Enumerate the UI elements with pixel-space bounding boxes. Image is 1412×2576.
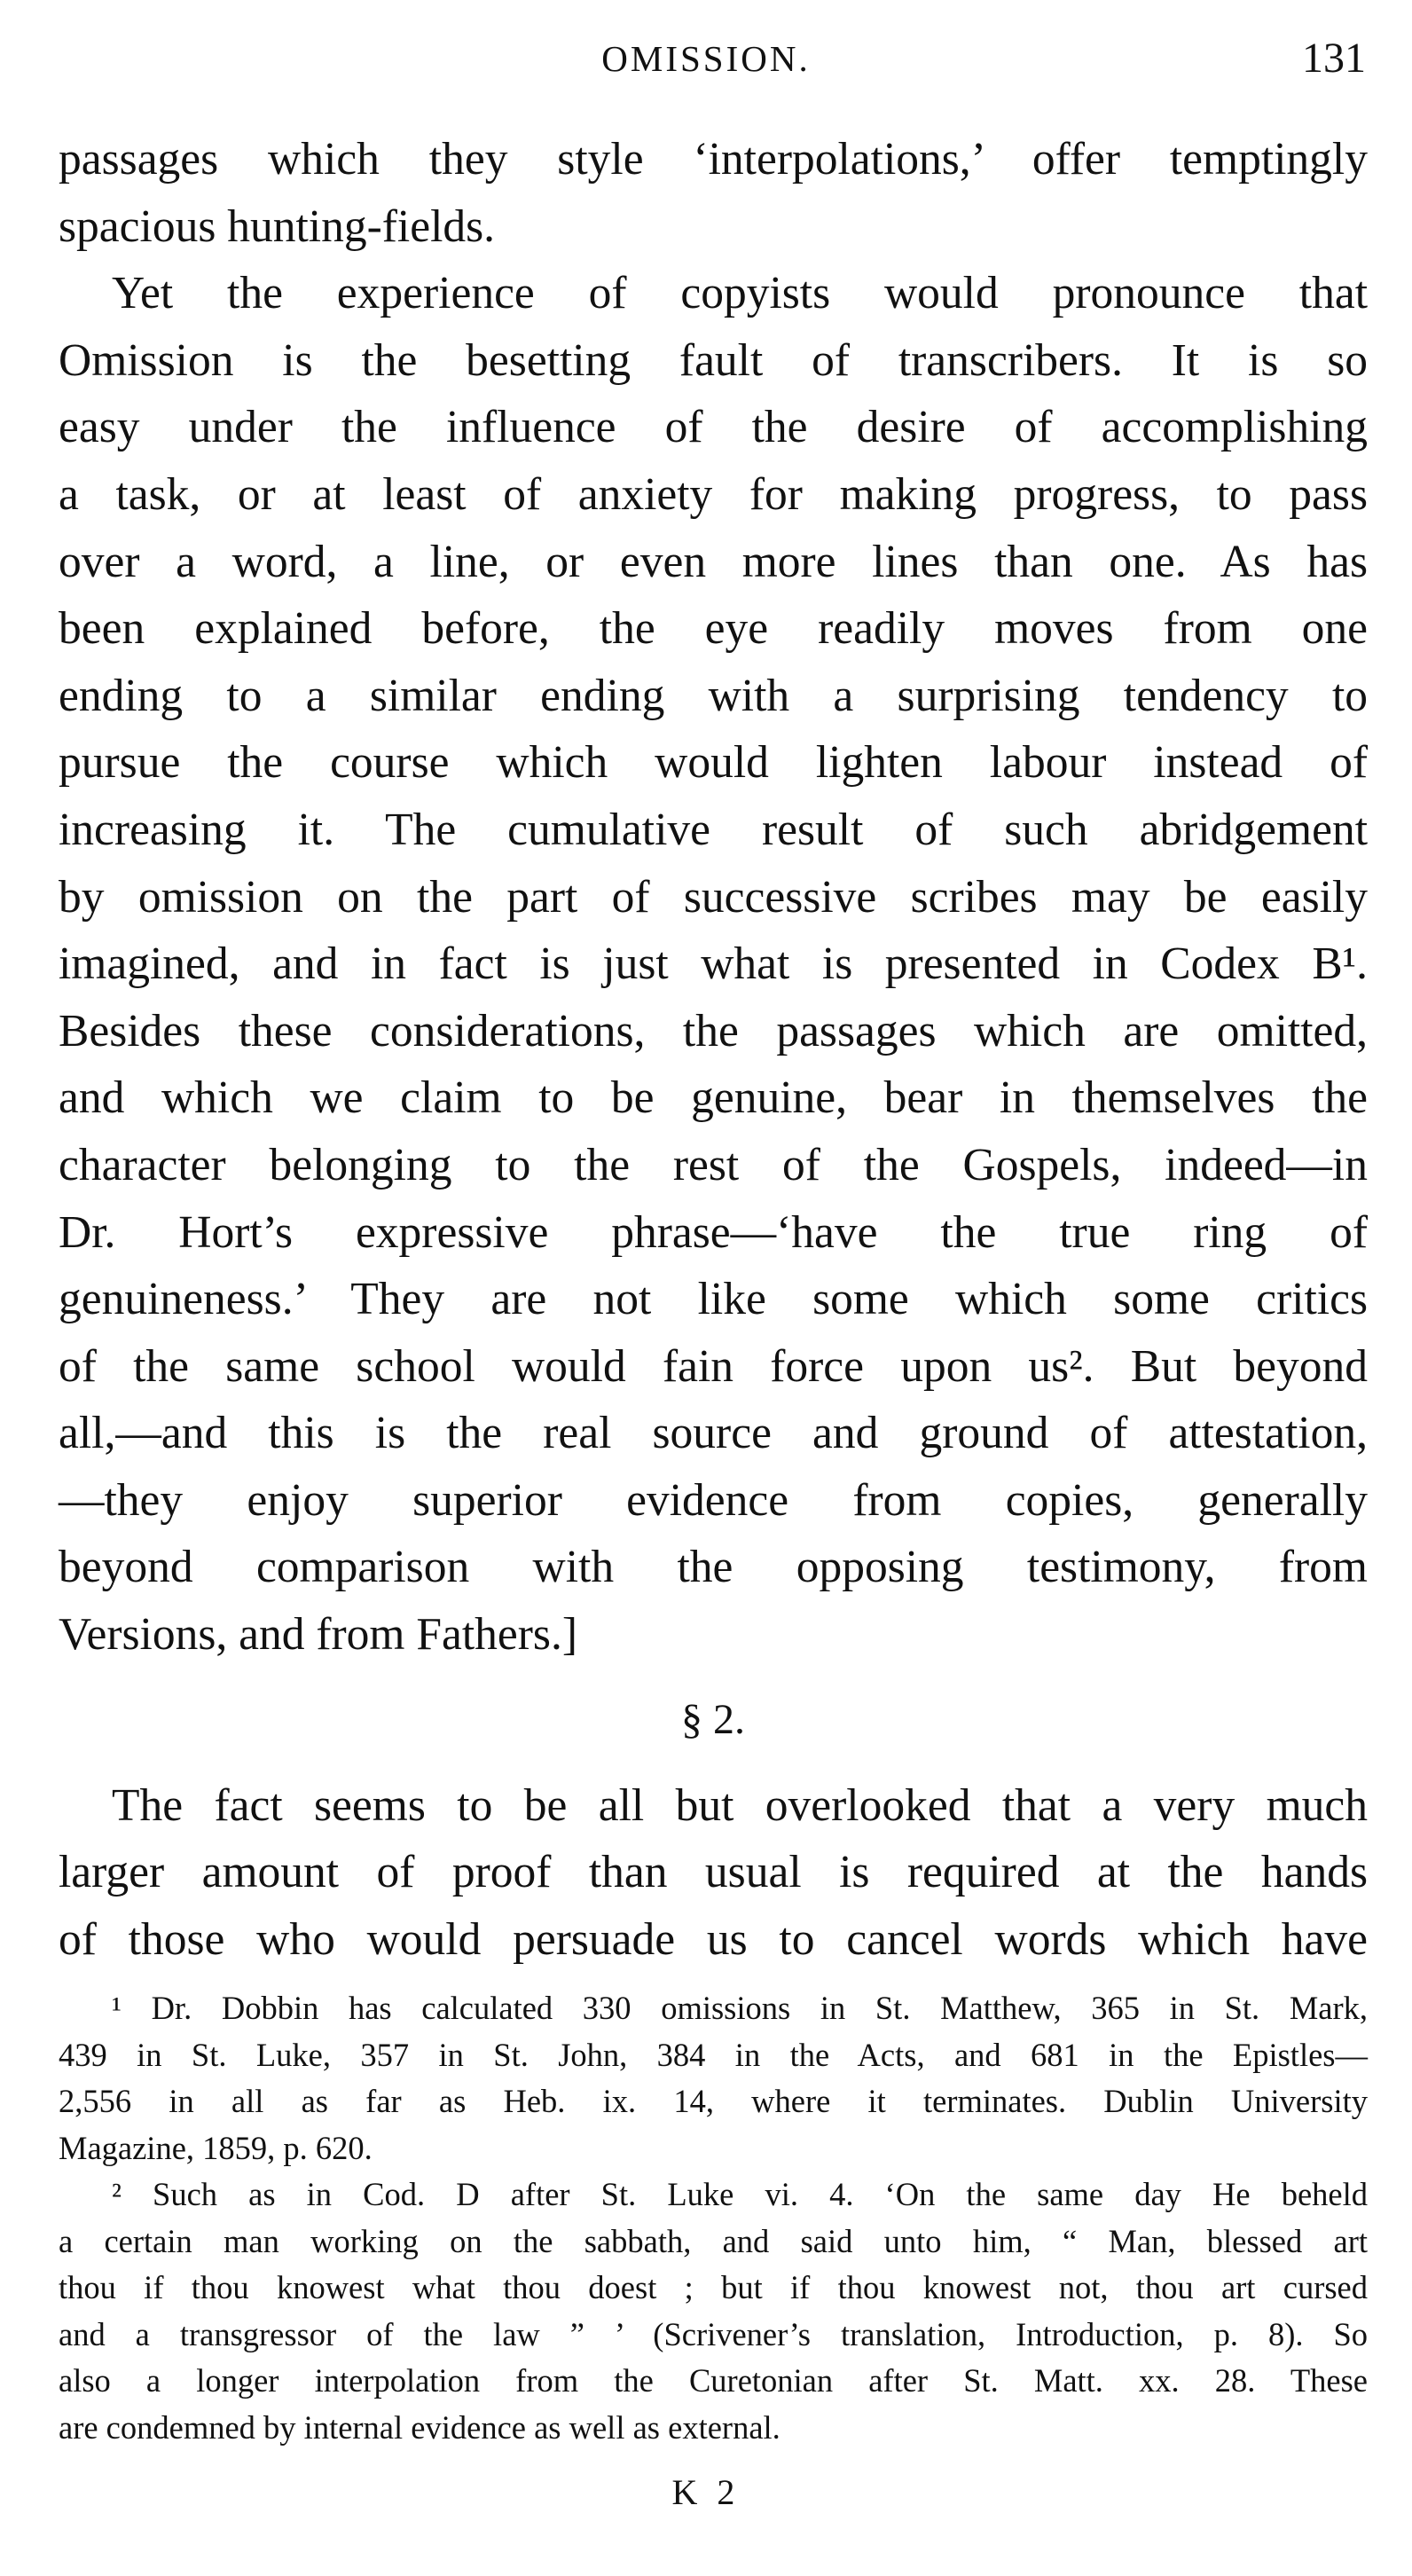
text-line: increasing it. The cumulative result of such abridgement [59, 804, 1368, 855]
footnote-line: Magazine, 1859, p. 620. [59, 2129, 373, 2166]
text-line: by omission on the part of successive scribes may be easily [59, 871, 1368, 923]
running-title: OMISSION. [601, 38, 811, 79]
text-line: spacious hunting-fields. [59, 200, 496, 252]
page-number: 131 [1302, 35, 1366, 82]
text-line: of those who would persuade us to cancel words which have [59, 1913, 1368, 1965]
text-line: Yet the experience of copyists would pronounce that [112, 268, 1368, 319]
text-line: larger amount of proof than usual is required at the hands [59, 1847, 1368, 1898]
text-line: over a word, a line, or even more lines than one. As has [59, 536, 1368, 587]
running-head [0, 32, 1412, 85]
footnote-line: ¹ Dr. Dobbin has calculated 330 omissions in St. Matthew, 365 in St. Mark, [112, 1990, 1368, 2026]
text-line: all,—and this is the real source and ground of attestation, [59, 1408, 1368, 1459]
footnote-line: a certain man working on the sabbath, and said unto him, “ Man, blessed art [59, 2222, 1368, 2259]
text-line: character belonging to the rest of the Gospels, indeed—in [59, 1139, 1368, 1190]
footnote-line: 2,556 in all as far as Heb. ix. 14, where it terminates. Dublin University [59, 2083, 1368, 2119]
footnote-2 [59, 2172, 1368, 2451]
footnote-line: are condemned by internal evidence as well as external. [59, 2408, 781, 2446]
text-line: beyond comparison with the opposing testimony, from [59, 1542, 1368, 1593]
text-line: and which we claim to be genuine, bear in themselves the [59, 1072, 1368, 1124]
text-line: passages which they style ‘interpolations,’ offer temptingly [59, 134, 1368, 185]
text-line: The fact seems to be all but overlooked that a very much [112, 1779, 1368, 1831]
footnote-line: ² Such as in Cod. D after St. Luke vi. 4. ‘On the same day He beheld [112, 2176, 1368, 2212]
text-line: Versions, and from Fathers.] [59, 1609, 577, 1661]
text-line: of the same school would fain force upon us². But beyond [59, 1340, 1368, 1392]
footnote-line: 439 in St. Luke, 357 in St. John, 384 in the Acts, and 681 in the Epistles— [59, 2036, 1368, 2073]
footnote-line: and a transgressor of the law ” ’ (Scrivener’s translation, Introduction, p. 8). So [59, 2315, 1368, 2352]
footnote-line: thou if thou knowest what thou doest ; but if thou knowest not, thou art cursed [59, 2269, 1368, 2305]
text-line: Besides these considerations, the passages which are omitted, [59, 1005, 1368, 1056]
paragraph-continuation [59, 126, 1368, 260]
section-heading: § 2. [681, 1695, 745, 1743]
body-text [59, 126, 1368, 1973]
text-line: a task, or at least of anxiety for making progress, to pass [59, 468, 1368, 520]
footnote-line: also a longer interpolation from the Curetonian after St. Matt. xx. 28. These [59, 2362, 1368, 2399]
text-line: been explained before, the eye readily moves from one [59, 603, 1368, 655]
text-line: Dr. Hort’s expressive phrase—‘have the true ring of [59, 1206, 1368, 1258]
text-line: —they enjoy superior evidence from copies, generally [59, 1474, 1368, 1526]
text-line: imagined, and in fact is just what is presented in Codex B¹. [59, 939, 1368, 990]
text-line: Omission is the besetting fault of transcribers. It is so [59, 334, 1368, 386]
paragraph-section-2 [59, 1772, 1368, 1974]
footnotes [59, 1985, 1368, 2451]
signature-mark: K 2 [671, 2472, 741, 2512]
paragraph-omission [59, 260, 1368, 1668]
text-line: easy under the influence of the desire of accomplishing [59, 402, 1368, 453]
text-line: ending to a similar ending with a surprising tendency to [59, 670, 1368, 721]
footnote-1 [59, 1985, 1368, 2172]
text-line: pursue the course which would lighten labour instead of [59, 737, 1368, 789]
text-line: genuineness.’ They are not like some which some critics [59, 1274, 1368, 1325]
